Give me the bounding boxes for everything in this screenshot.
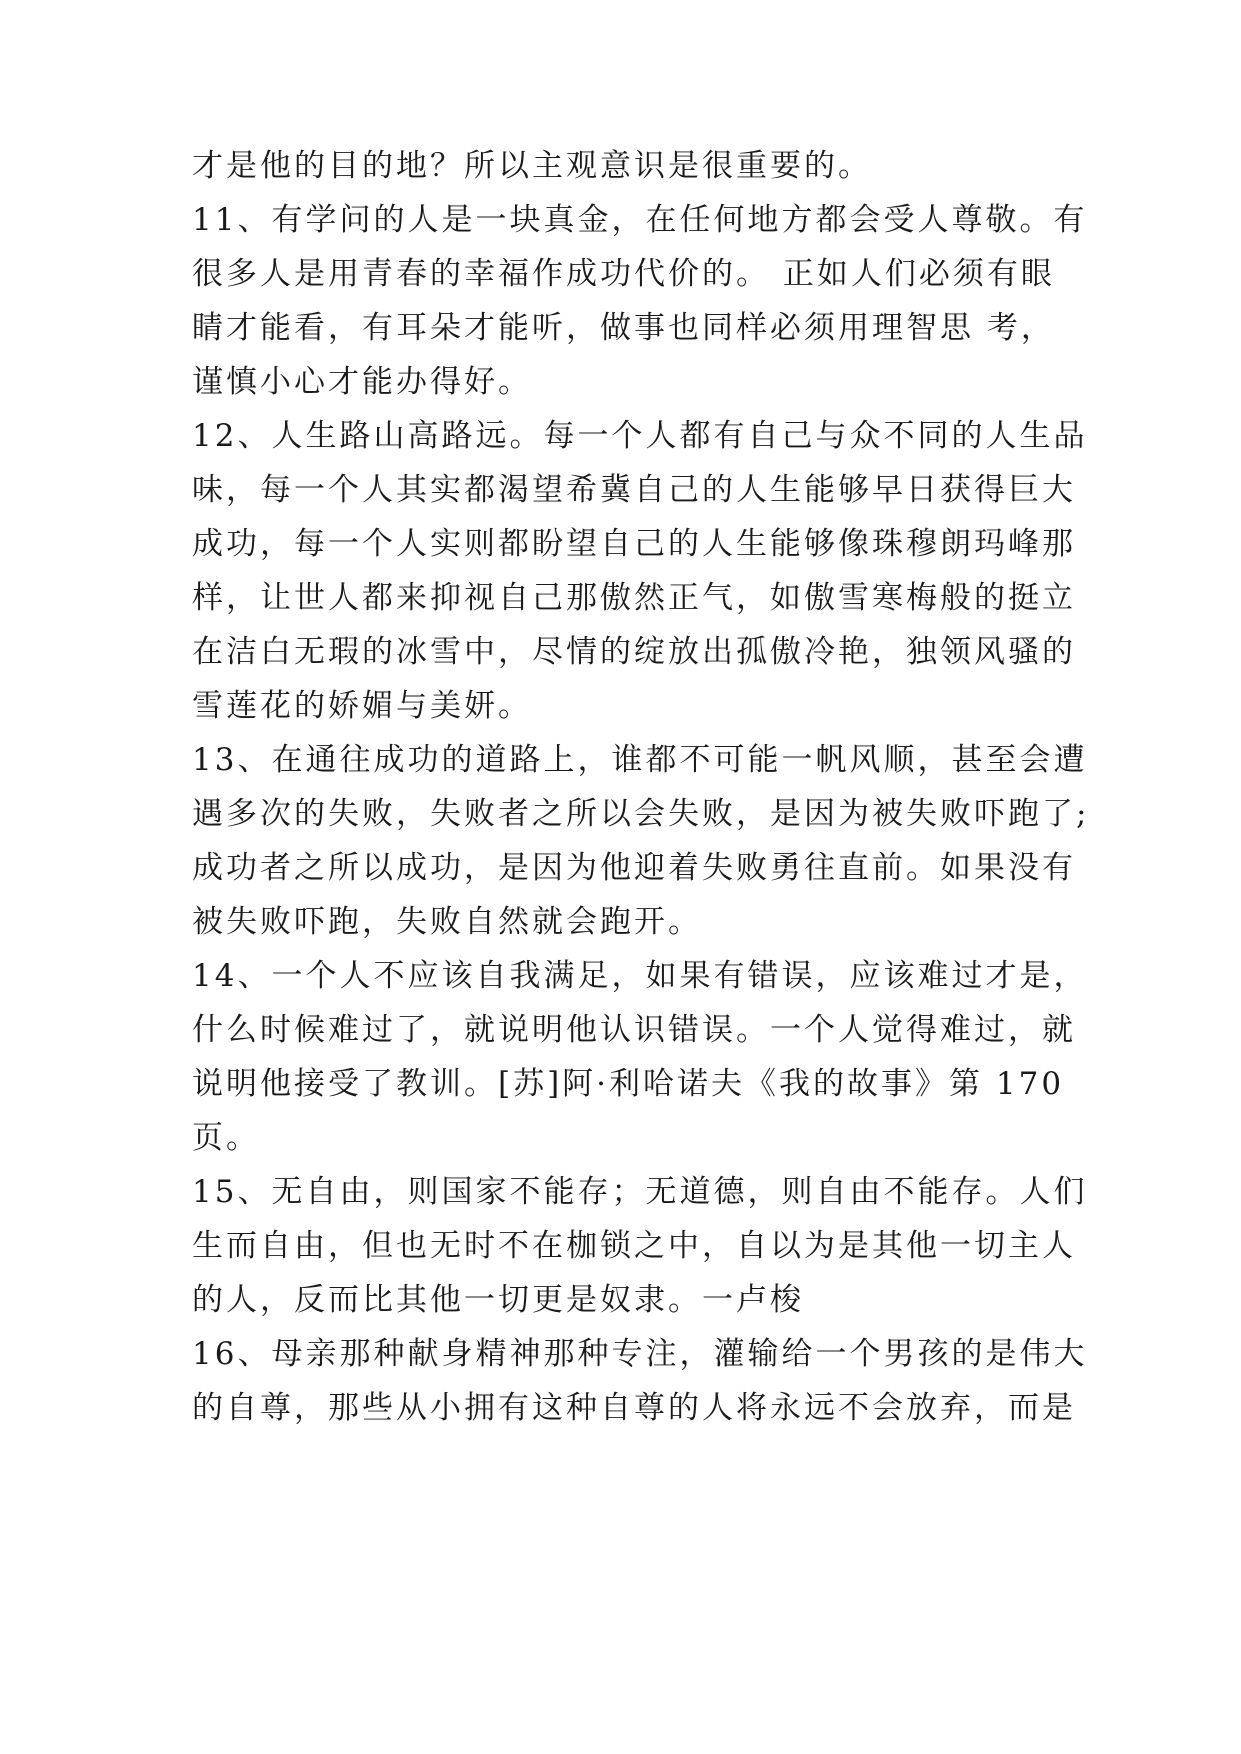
text-line: 页。 [192,1120,260,1156]
text-line: 15、无自由，则国家不能存；无道德，则自由不能存。人们 [192,1174,1088,1210]
text-line: 在洁白无瑕的冰雪中，尽情的绽放出孤傲冷艳，独领风骚的 [192,634,1076,670]
text-line: 成功者之所以成功，是因为他迎着失败勇往直前。如果没有 [192,850,1076,886]
text-line: 的自尊，那些从小拥有这种自尊的人将永远不会放弃，而是 [192,1390,1076,1426]
text-line: 16、母亲那种献身精神那种专注，灌输给一个男孩的是伟大 [192,1336,1088,1372]
text-line: 遇多次的失败，失败者之所以会失败，是因为被失败吓跑了; [192,796,1090,832]
text-line: 被失败吓跑，失败自然就会跑开。 [192,904,702,940]
text-line: 说明他接受了教训。[苏]阿·利哈诺夫《我的故事》第 170 [192,1066,1065,1102]
text-line: 的人，反而比其他一切更是奴隶。一卢梭 [192,1282,804,1318]
text-line: 睛才能看，有耳朵才能听，做事也同样必须用理智思 考， [192,310,1055,346]
text-line: 样，让世人都来抑视自己那傲然正气，如傲雪寒梅般的挺立 [192,580,1076,616]
text-line: 12、人生路山高路远。每一个人都有自己与众不同的人生品 [192,418,1088,454]
text-line: 11、有学问的人是一块真金，在任何地方都会受人尊敬。有 [192,202,1088,238]
text-line: 13、在通往成功的道路上，谁都不可能一帆风顺，甚至会遭 [192,742,1088,778]
text-line: 谨慎小心才能办得好。 [192,364,532,400]
text-line: 才是他的目的地？所以主观意识是很重要的。 [192,148,872,184]
text-line: 成功，每一个人实则都盼望自己的人生能够像珠穆朗玛峰那 [192,526,1076,562]
text-line: 味，每一个人其实都渴望希冀自己的人生能够早日获得巨大 [192,472,1076,508]
text-line: 14、一个人不应该自我满足，如果有错误，应该难过才是， [192,958,1088,994]
text-line: 生而自由，但也无时不在枷锁之中，自以为是其他一切主人 [192,1228,1076,1264]
text-line: 雪莲花的娇媚与美妍。 [192,688,532,724]
text-line: 很多人是用青春的幸福作成功代价的。 正如人们必须有眼 [192,256,1055,292]
text-line: 什么时候难过了，就说明他认识错误。一个人觉得难过，就 [192,1012,1076,1048]
